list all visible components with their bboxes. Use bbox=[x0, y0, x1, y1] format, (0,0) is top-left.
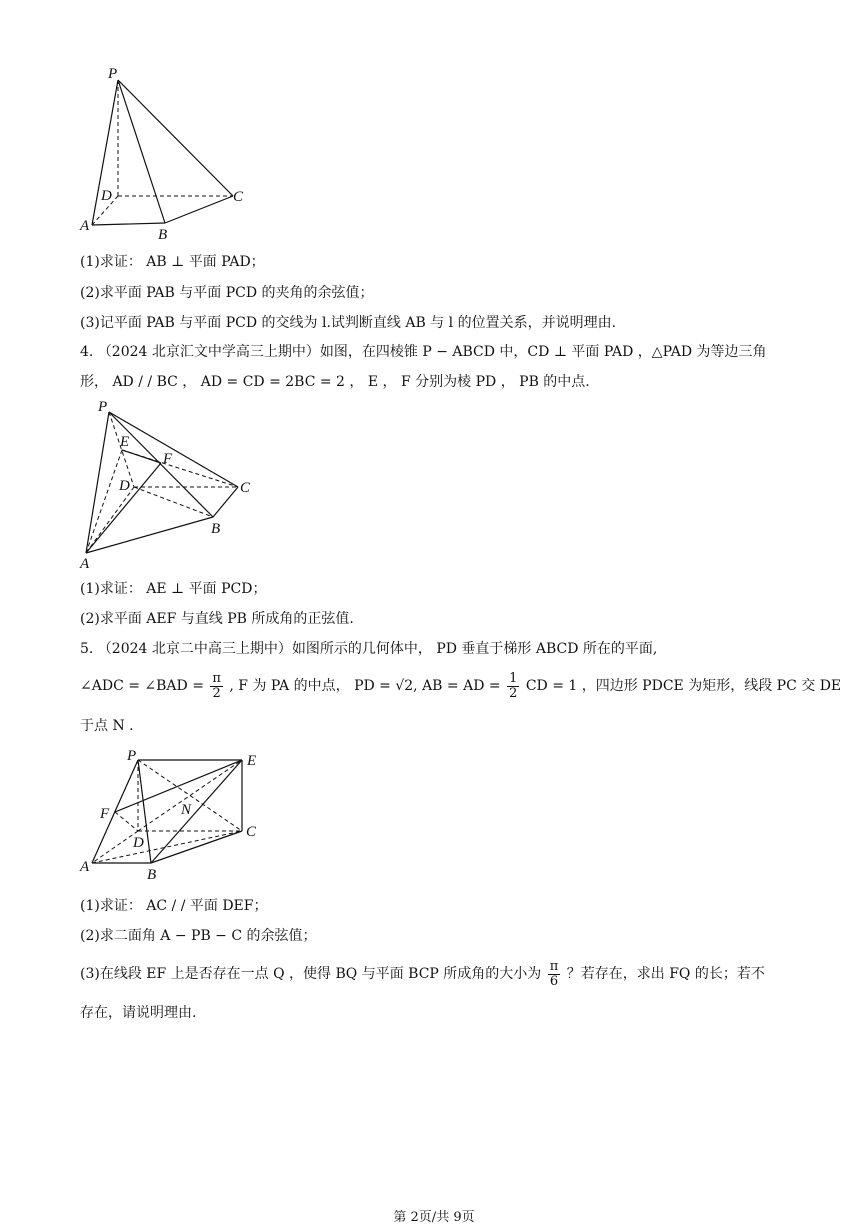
label-B: B bbox=[147, 867, 157, 883]
q4-part2: (2)求平面 AEF 与直线 PB 所成角的正弦值. bbox=[80, 611, 354, 627]
q5-rect-text: CD = 1 ，四边形 PDCE 为矩形，线段 PC 交 DE bbox=[525, 678, 842, 694]
figure-solid-3 bbox=[70, 743, 280, 883]
label-E: E bbox=[247, 753, 257, 769]
label-C: C bbox=[240, 480, 251, 496]
figure-pyramid-2 bbox=[70, 395, 270, 575]
q5-stem-line2 bbox=[80, 669, 841, 703]
q5-part3-text-a: (3)在线段 EF 上是否存在一点 Q ，使得 BQ 与平面 BCP 所成角的大小为 bbox=[80, 966, 542, 982]
figure-pyramid-1-svg bbox=[70, 60, 270, 245]
q5-stem-line1: 5. （2024 北京二中高三上期中）如图所示的几何体中， PD 垂直于梯形 ABCD 所在的平面, bbox=[80, 641, 658, 657]
label-C: C bbox=[233, 189, 244, 205]
label-P: P bbox=[98, 399, 108, 415]
label-D: D bbox=[101, 188, 112, 204]
q4-part1: (1)求证： AE ⊥ 平面 PCD； bbox=[80, 581, 267, 597]
page-footer: 第 2页/共 9页 bbox=[393, 1210, 475, 1225]
figure-pyramid-1 bbox=[70, 60, 270, 245]
label-A: A bbox=[80, 859, 90, 875]
q5-part1: (1)求证： AC / / 平面 DEF； bbox=[80, 898, 268, 914]
label-D: D bbox=[133, 835, 144, 851]
q5-part3-text-b: ？若存在，求出 FQ 的长；若不 bbox=[566, 966, 765, 982]
label-D: D bbox=[119, 478, 130, 494]
fraction-one-half: $\frac{1}{2}$ bbox=[509, 670, 518, 701]
fraction-pi-over-2: $\frac{\pi}{2}$ bbox=[212, 670, 221, 701]
q5-stem-line3: 于点 N . bbox=[80, 718, 134, 734]
label-A: A bbox=[80, 556, 90, 572]
label-B: B bbox=[158, 227, 168, 243]
label-A: A bbox=[80, 218, 90, 234]
q4-stem-line1: 4. （2024 北京汇文中学高三上期中）如图，在四棱锥 P − ABCD 中，CD ⊥ 平面 PAD ，△PAD 为等边三角 bbox=[80, 344, 767, 360]
fraction-pi-over-6: $\frac{\pi}{6}$ bbox=[549, 958, 559, 989]
figure-solid-3-svg bbox=[70, 743, 280, 883]
q5-part2: (2)求二面角 A − PB − C 的余弦值； bbox=[80, 928, 317, 944]
label-P: P bbox=[127, 748, 137, 764]
q4-stem-line2: 形， AD / / BC ， AD = CD = 2BC = 2 ， E ， F 分别为棱 PD ， PB 的中点. bbox=[80, 374, 590, 390]
label-F: F bbox=[163, 451, 173, 467]
q3-part2: (2)求平面 PAB 与平面 PCD 的夹角的余弦值； bbox=[80, 285, 374, 301]
figure-pyramid-2-svg bbox=[70, 395, 270, 575]
label-E: E bbox=[120, 434, 130, 450]
q5-angle-text: ∠ADC = ∠BAD = bbox=[80, 678, 204, 694]
label-B: B bbox=[211, 521, 221, 537]
q5-length-text: , F 为 PA 的中点， PD = √2, AB = AD = bbox=[229, 678, 501, 694]
label-P: P bbox=[108, 66, 118, 82]
q3-part3: (3)记平面 PAB 与平面 PCD 的交线为 l.试判断直线 AB 与 l 的位置关系，并说明理由. bbox=[80, 315, 617, 331]
q5-part3-line1 bbox=[80, 957, 765, 991]
q3-part1: (1)求证： AB ⊥ 平面 PAD； bbox=[80, 254, 265, 270]
label-F: F bbox=[100, 806, 110, 822]
label-C: C bbox=[246, 824, 257, 840]
q5-part3-line2: 存在，请说明理由. bbox=[80, 1005, 197, 1021]
label-N: N bbox=[181, 802, 192, 818]
